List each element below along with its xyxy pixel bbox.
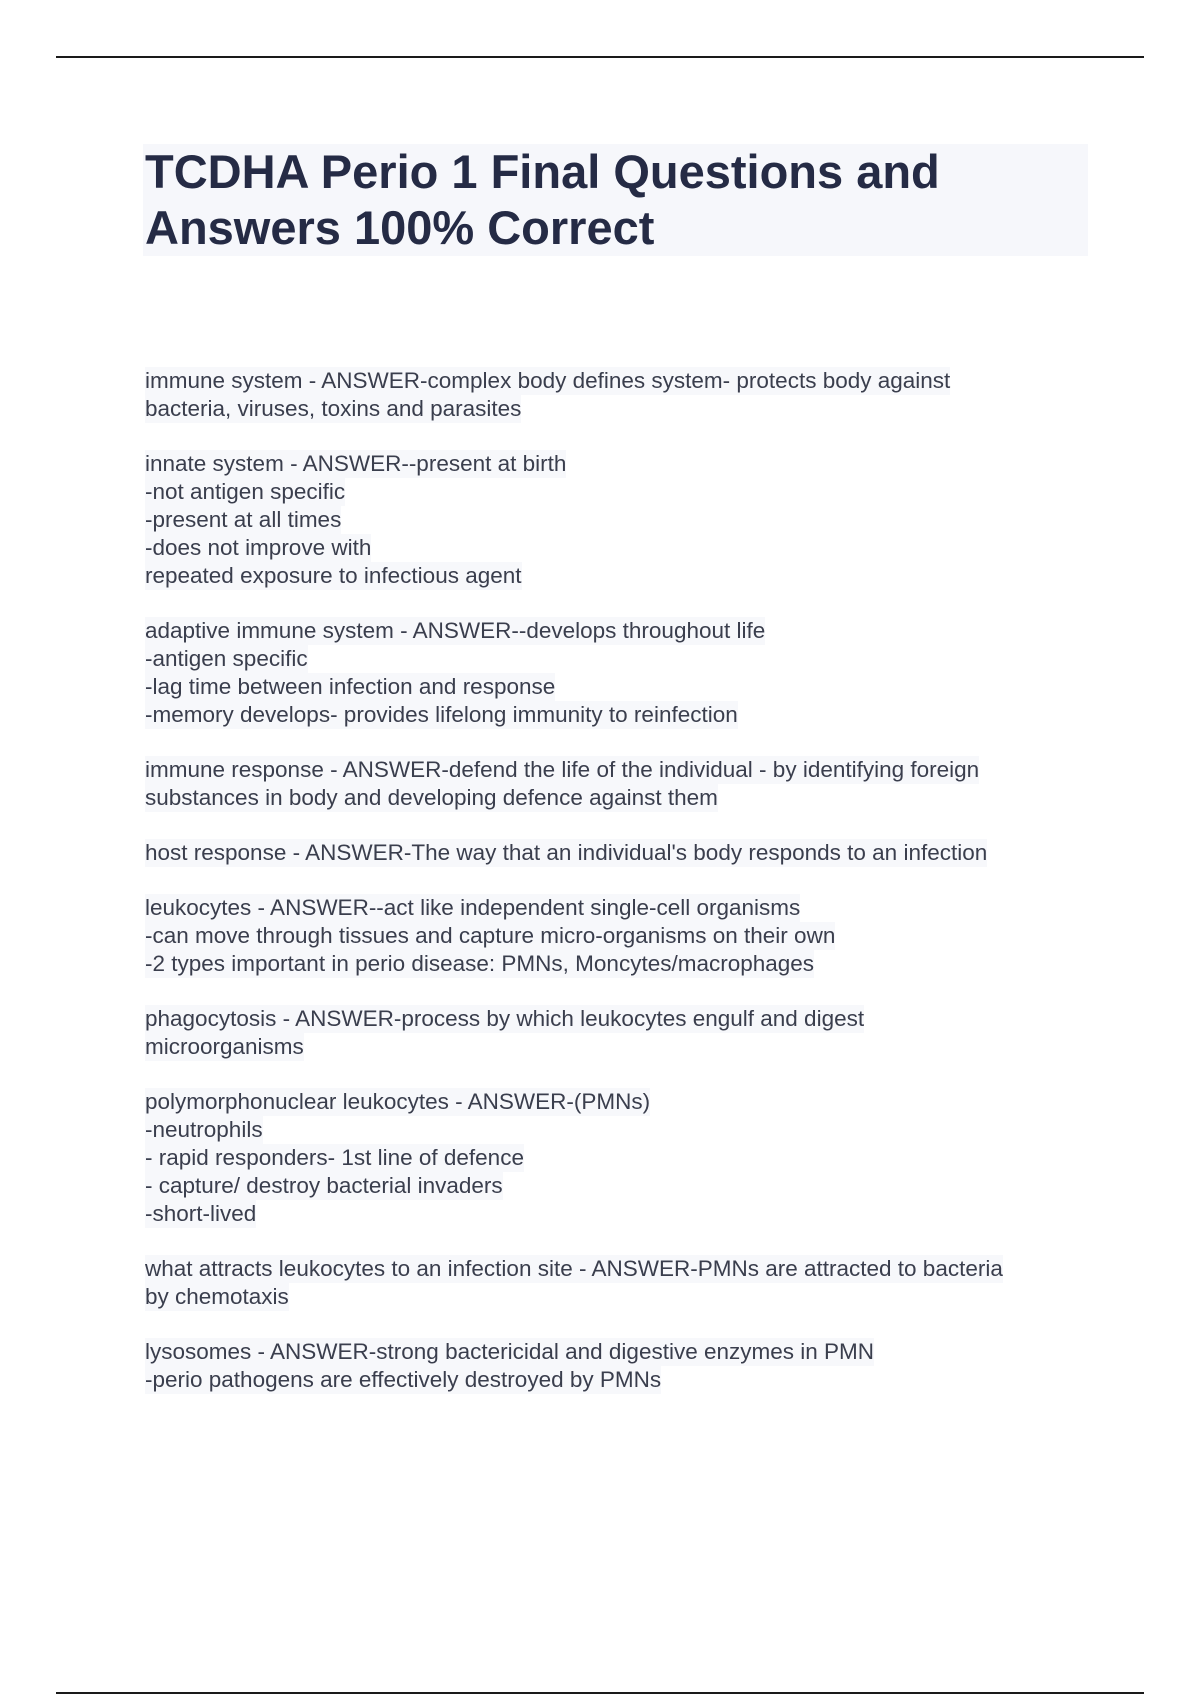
qa-line: substances in body and developing defence against them: [145, 785, 718, 810]
qa-line: polymorphonuclear leukocytes - ANSWER-(PMNs): [145, 1089, 651, 1114]
qa-entry-leukocytes: [145, 894, 1085, 978]
qa-entry-immune-response: [145, 756, 1085, 812]
qa-entry-polymorphonuclear-leukocytes: [145, 1088, 1085, 1228]
qa-line: by chemotaxis: [145, 1284, 289, 1309]
qa-entry-lysosomes: [145, 1338, 1085, 1394]
qa-entry-leukocyte-attraction: [145, 1255, 1085, 1311]
qa-entry-phagocytosis: [145, 1005, 1085, 1061]
qa-line: innate system - ANSWER--present at birth: [145, 451, 567, 476]
qa-entry-adaptive-immune-system: [145, 617, 1085, 729]
qa-line: lysosomes - ANSWER-strong bactericidal and digestive enzymes in PMN: [145, 1339, 875, 1364]
qa-line: -neutrophils: [145, 1117, 263, 1142]
qa-entry-innate-system: [145, 450, 1085, 590]
qa-line: repeated exposure to infectious agent: [145, 563, 522, 588]
qa-line: -memory develops- provides lifelong immunity to reinfection: [145, 702, 738, 727]
qa-line: microorganisms: [145, 1034, 304, 1059]
qa-line: -does not improve with: [145, 535, 372, 560]
qa-entry-immune-system: [145, 367, 1085, 423]
qa-line: -antigen specific: [145, 646, 308, 671]
qa-line: - rapid responders- 1st line of defence: [145, 1145, 524, 1170]
qa-line: adaptive immune system - ANSWER--develops throughout life: [145, 618, 766, 643]
title-line: TCDHA Perio 1 Final Questions and: [145, 145, 940, 198]
qa-line: -short-lived: [145, 1201, 257, 1226]
qa-line: immune system - ANSWER-complex body defines system- protects body against: [145, 368, 951, 393]
qa-entry-host-response: [145, 839, 1085, 867]
top-rule: [56, 56, 1144, 58]
qa-line: bacteria, viruses, toxins and parasites: [145, 396, 522, 421]
qa-line: -perio pathogens are effectively destroyed by PMNs: [145, 1367, 662, 1392]
qa-line: host response - ANSWER-The way that an individual's body responds to an infection: [145, 840, 988, 865]
qa-line: -not antigen specific: [145, 479, 346, 504]
title-line: Answers 100% Correct: [145, 201, 655, 254]
title-block: [143, 144, 1088, 256]
qa-line: what attracts leukocytes to an infection site - ANSWER-PMNs are attracted to bacteria: [145, 1256, 1003, 1281]
bottom-rule: [56, 1692, 1144, 1694]
qa-line: -can move through tissues and capture micro-organisms on their own: [145, 923, 836, 948]
qa-line: -2 types important in perio disease: PMNs, Moncytes/macrophages: [145, 951, 815, 976]
qa-line: phagocytosis - ANSWER-process by which leukocytes engulf and digest: [145, 1006, 865, 1031]
qa-line: -lag time between infection and response: [145, 674, 556, 699]
page-title: [143, 144, 1088, 256]
qa-line: -present at all times: [145, 507, 342, 532]
qa-line: immune response - ANSWER-defend the life of the individual - by identifying foreign: [145, 757, 980, 782]
qa-line: - capture/ destroy bacterial invaders: [145, 1173, 503, 1198]
qa-list: [145, 367, 1085, 1421]
qa-line: leukocytes - ANSWER--act like independent single-cell organisms: [145, 895, 801, 920]
